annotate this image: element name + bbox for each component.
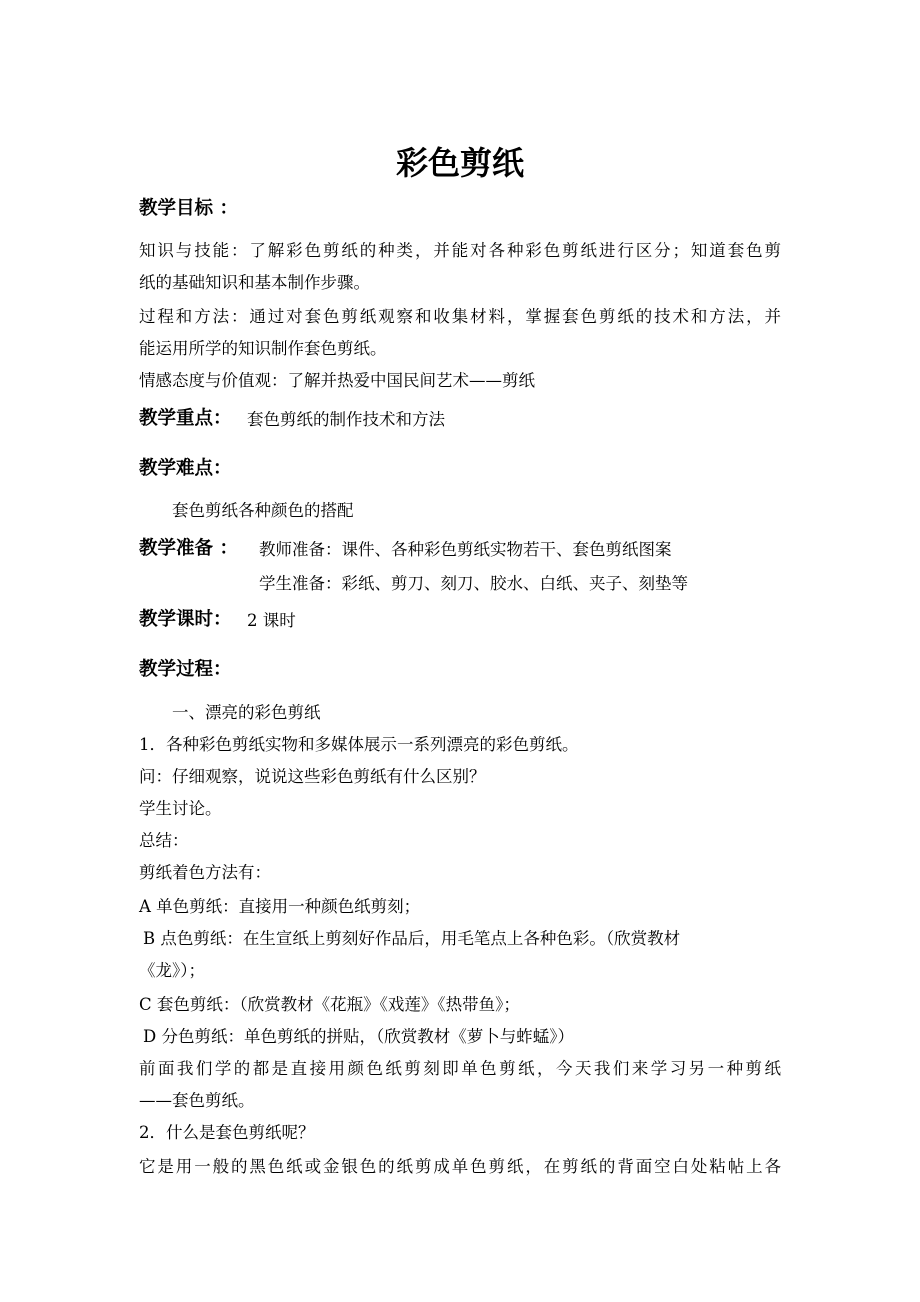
transition-line-2: ——套色剪纸。 (139, 1091, 255, 1110)
preparation-teacher: 教师准备：课件、各种彩色剪纸实物若干、套色剪纸图案 (259, 540, 672, 559)
objective-process-line-2: 能运用所学的知识制作套色剪纸。 (139, 339, 387, 358)
preparation-student: 学生准备：彩纸、剪刀、刻刀、胶水、白纸、夹子、刻垫等 (259, 574, 688, 593)
transition-line-1: 前面我们学的都是直接用颜色纸剪刻即单色剪纸，今天我们来学习另一种剪纸 (139, 1059, 781, 1078)
process-section-1: 一、漂亮的彩色剪纸 (172, 703, 321, 722)
method-c: C 套色剪纸：（欣赏教材《花瓶》《戏莲》《热带鱼》； (139, 995, 520, 1014)
difficulty-text: 套色剪纸各种颜色的搭配 (172, 501, 354, 520)
process-heading: 教学过程： (139, 659, 232, 680)
difficulty-heading: 教学难点： (139, 458, 232, 479)
process-discussion: 学生讨论。 (139, 799, 222, 818)
page-title: 彩色剪纸 (395, 144, 524, 182)
objectives-heading: 教学目标 ： (139, 198, 238, 219)
process-item-1: 1．各种彩色剪纸实物和多媒体展示一系列漂亮的彩色剪纸。 (139, 735, 579, 754)
key-point-text: 套色剪纸的制作技术和方法 (247, 410, 445, 429)
process-methods-intro: 剪纸着色方法有： (139, 863, 271, 882)
method-d: D 分色剪纸：单色剪纸的拼贴，（欣赏教材《萝卜与蚱蜢》） (143, 1027, 574, 1046)
objective-knowledge-line-2: 纸的基础知识和基本制作步骤。 (139, 273, 370, 292)
method-b-line-2: 《龙》）； (139, 961, 205, 980)
key-point-heading: 教学重点： (139, 408, 232, 429)
periods-heading: 教学课时： (139, 609, 232, 630)
objective-attitude: 情感态度与价值观：了解并热爱中国民间艺术——剪纸 (139, 371, 535, 390)
answer-line-1: 它是用一般的黑色纸或金银色的纸剪成单色剪纸，在剪纸的背面空白处粘帖上各 (139, 1157, 781, 1176)
objective-process-line-1: 过程和方法：通过对套色剪纸观察和收集材料，掌握套色剪纸的技术和方法，并 (139, 307, 781, 326)
process-item-2: 2．什么是套色剪纸呢？ (139, 1123, 315, 1142)
objective-knowledge-line-1: 知识与技能：了解彩色剪纸的种类，并能对各种彩色剪纸进行区分；知道套色剪 (139, 241, 781, 260)
process-question: 问：仔细观察，说说这些彩色剪纸有什么区别？ (139, 767, 486, 786)
method-a: A 单色剪纸：直接用一种颜色纸剪刻； (139, 897, 421, 916)
process-summary: 总结： (139, 831, 189, 850)
method-b-line-1: B 点色剪纸：在生宣纸上剪刻好作品后，用毛笔点上各种色彩。（欣赏教材 (143, 929, 681, 948)
preparation-heading: 教学准备 ： (139, 538, 238, 559)
periods-text: 2 课时 (247, 611, 296, 630)
